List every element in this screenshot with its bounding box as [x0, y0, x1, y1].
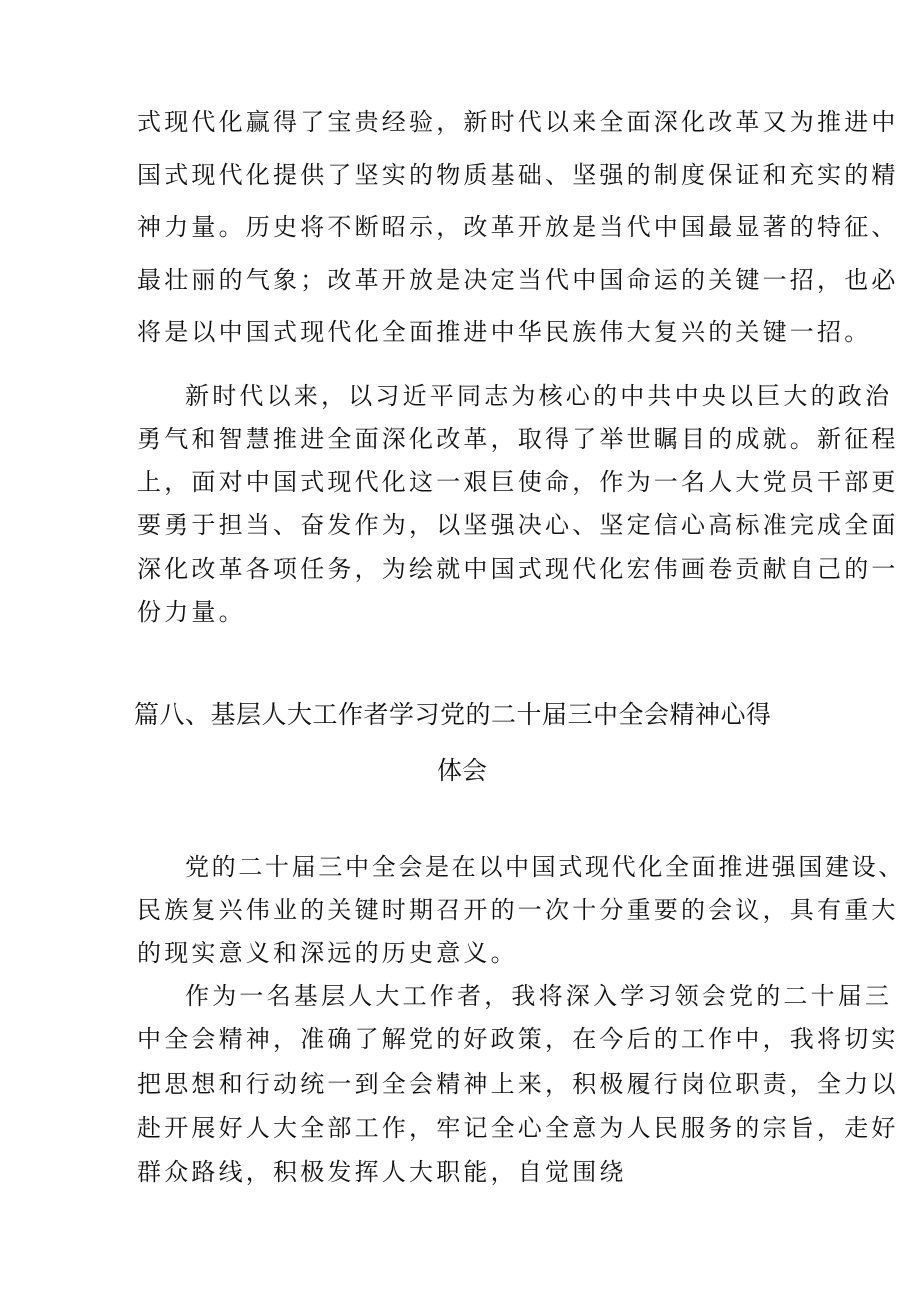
paragraph-line: 的现实意义和深远的历史意义。 — [137, 939, 518, 967]
section-heading-line-1: 篇八、基层人大工作者学习党的二十届三中全会精神心得 — [134, 700, 772, 729]
paragraph-line: 中全会精神，准确了解党的好政策，在今后的工作中，我将切实 — [137, 1025, 899, 1053]
paragraph-line: 将是以中国式现代化全面推进中华民族伟大复兴的关键一招。 — [137, 318, 872, 346]
paragraph-line: 党的二十届三中全会是在以中国式现代化全面推进强国建设、 — [185, 853, 905, 881]
paragraph-line: 作为一名基层人大工作者，我将深入学习领会党的二十届三 — [185, 982, 893, 1010]
paragraph-line: 勇气和智慧推进全面深化改革，取得了举世瞩目的成就。新征程 — [137, 425, 899, 453]
paragraph-line: 群众路线，积极发挥人大职能，自觉围绕 — [137, 1158, 627, 1186]
paragraph-line: 赴开展好人大全部工作，牢记全心全意为人民服务的宗旨，走好 — [137, 1114, 899, 1142]
paragraph-line: 式现代化赢得了宝贵经验，新时代以来全面深化改革又为推进中 — [137, 108, 899, 136]
paragraph-line: 最壮丽的气象；改革开放是决定当代中国命运的关键一招，也必 — [137, 266, 899, 294]
paragraph-line: 份力量。 — [137, 598, 246, 626]
paragraph-line: 民族复兴伟业的关键时期召开的一次十分重要的会议，具有重大 — [137, 896, 899, 924]
paragraph-line: 国式现代化提供了坚实的物质基础、坚强的制度保证和充实的精 — [137, 161, 899, 189]
paragraph-line: 神力量。历史将不断昭示，改革开放是当代中国最显著的特征、 — [137, 213, 899, 241]
paragraph-line: 深化改革各项任务，为绘就中国式现代化宏伟画卷贡献自己的一 — [137, 555, 899, 583]
paragraph-line: 把思想和行动统一到全会精神上来，积极履行岗位职责，全力以 — [137, 1070, 899, 1098]
paragraph-line: 新时代以来，以习近平同志为核心的中共中央以巨大的政治 — [185, 382, 893, 410]
paragraph-line: 上，面对中国式现代化这一艰巨使命，作为一名人大党员干部更 — [137, 468, 899, 496]
paragraph-line: 要勇于担当、奋发作为，以坚强决心、坚定信心高标准完成全面 — [137, 511, 899, 539]
section-heading-line-2: 体会 — [437, 756, 488, 785]
